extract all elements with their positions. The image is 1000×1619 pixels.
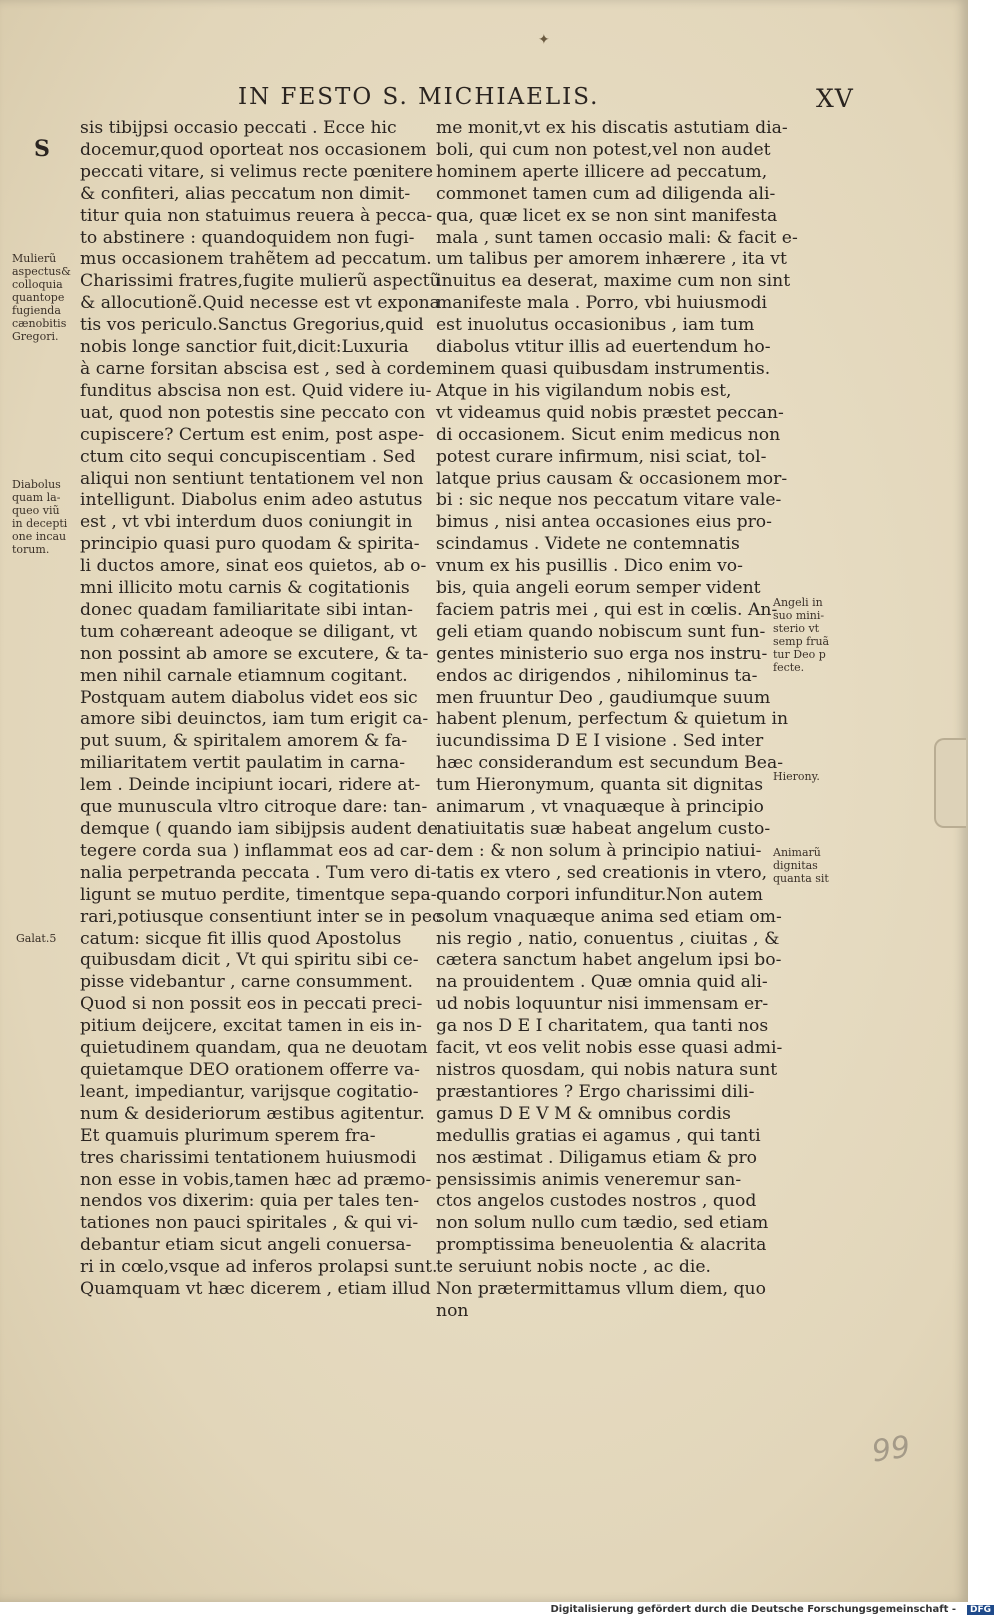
text-line: Atque in his vigilandum nobis est, <box>436 380 732 401</box>
marginal-line: one incau <box>12 530 67 543</box>
text-line: qua, quæ licet ex se non sint manifesta <box>436 205 778 226</box>
text-line: que munuscula vltro citroque dare: tan- <box>80 797 428 818</box>
text-line: hominem aperte illicere ad peccatum, <box>436 161 768 182</box>
text-line: tatis ex vtero , sed creationis in vtero, <box>436 862 768 883</box>
text-line: men fruuntur Deo , gaudiumque suum <box>436 687 771 708</box>
dfg-logo: DFG <box>967 1605 994 1615</box>
text-line: funditus abscisa non est. Quid videre iu- <box>80 380 432 401</box>
text-line: to abstinere : quandoquidem non fugi- <box>80 227 415 248</box>
text-line: miliaritatem vertit paulatim in carna- <box>80 753 406 774</box>
text-line: & allocutionẽ.Quid necesse est vt expona <box>80 293 440 314</box>
text-line: solum vnaquæque anima sed etiam om- <box>436 906 782 927</box>
marginal-line: queo viũ <box>12 504 60 517</box>
text-line: ga nos D E I charitatem, qua tanti nos <box>436 1016 769 1037</box>
text-line: tum Hieronymum, quanta sit dignitas <box>436 775 764 796</box>
marginal-line: sterio vt <box>773 622 820 635</box>
text-line: aliqui non sentiunt tentationem vel non <box>80 468 424 489</box>
text-line: ctum cito sequi concupiscentiam . Sed <box>80 446 416 467</box>
marginal-line: dignitas <box>773 859 818 872</box>
marginal-line: quam la- <box>12 491 61 504</box>
text-line: à carne forsitan abscisa est , sed à corde <box>80 358 436 379</box>
left-text-column <box>80 118 442 1301</box>
marginal-line: aspectus& <box>12 265 71 278</box>
text-line: bimus , nisi antea occasiones eius pro- <box>436 512 772 533</box>
text-line: nos æstimat . Diligamus etiam & pro <box>436 1147 758 1168</box>
folio-number: XV <box>816 84 854 113</box>
text-line: li ductos amore, sinat eos quietos, ab o- <box>80 556 427 577</box>
text-line: Charissimi fratres,fugite mulierũ aspectũ <box>80 271 441 292</box>
text-line: iucundissima D E I visione . Sed inter <box>436 731 764 752</box>
text-line: Non prætermittamus vllum diem, quo <box>436 1279 766 1300</box>
marginal-line: Animarũ <box>773 846 821 859</box>
marginal-line: suo mini- <box>773 609 825 622</box>
text-line: amore sibi deuinctos, iam tum erigit ca- <box>80 709 429 730</box>
text-line: Quod si non possit eos in peccati preci- <box>80 994 423 1015</box>
text-line: pisse videbantur , carne consumment. <box>80 972 413 993</box>
text-line: quando corpori infunditur.Non autem <box>436 884 763 905</box>
text-line: demque ( quando iam sibijpsis audent de <box>80 819 438 839</box>
text-line: ri in cœlo,vsque ad inferos prolapsi sunt. <box>80 1257 438 1278</box>
marginal-line: torum. <box>12 543 50 556</box>
text-line: principio quasi puro quodam & spirita- <box>80 534 420 555</box>
marginal-line: fecte. <box>773 661 805 674</box>
text-line: vt videamus quid nobis præstet peccan- <box>436 402 784 423</box>
text-line: gamus D E V M & omnibus cordis <box>436 1103 731 1124</box>
text-line: nobis longe sanctior fuit,dicit:Luxuria <box>80 337 409 358</box>
text-line: minem quasi quibusdam instrumentis. <box>436 358 771 379</box>
marginal-line: Galat.5 <box>16 932 57 945</box>
text-line: non <box>436 1300 469 1321</box>
digitization-footer <box>0 1602 1000 1619</box>
text-line: ud nobis loquuntur nisi immensam er- <box>436 994 769 1015</box>
text-line: cupiscere? Certum est enim, post aspe- <box>80 424 425 445</box>
text-line: pensissimis animis veneremur san- <box>436 1169 742 1190</box>
marginal-line: colloquia <box>12 278 63 291</box>
text-line: quibusdam dicit , Vt qui spiritu sibi ce- <box>80 950 419 971</box>
marginal-line: cænobitis <box>12 317 67 330</box>
text-line: di occasionem. Sicut enim medicus non <box>436 424 781 445</box>
text-line: facit, vt eos velit nobis esse quasi admi- <box>436 1038 783 1059</box>
text-line: promptissima beneuolentia & alacrita <box>436 1235 767 1256</box>
text-line: pitium deijcere, excitat tamen in eis in- <box>80 1016 422 1037</box>
text-line: donec quadam familiaritate sibi intan- <box>80 599 413 620</box>
text-line: bi : sic neque nos peccatum vitare vale- <box>436 490 782 511</box>
text-line: ctos angelos custodes nostros , quod <box>436 1191 757 1212</box>
text-line: non possint ab amore se excutere, & ta- <box>80 643 429 664</box>
text-line: geli etiam quando nobiscum sunt fun- <box>436 621 766 642</box>
text-line: Postquam autem diabolus videt eos sic <box>80 687 418 708</box>
text-line: catum: sicque fit illis quod Apostolus <box>80 928 402 949</box>
text-line: nendos vos dixerim: quia per tales ten- <box>80 1191 420 1212</box>
text-line: nis regio , natio, conuentus , ciuitas , & <box>436 928 780 949</box>
marginal-note-left-3 <box>16 932 56 945</box>
text-line: mus occasionem trahẽtem ad peccatum. <box>80 249 432 270</box>
text-line: intelligunt. Diabolus enim adeo astutus <box>80 490 423 511</box>
marginal-line: quantope <box>12 291 65 304</box>
text-line: titur quia non statuimus reuera à pecca- <box>80 205 433 226</box>
marginal-note-left-1 <box>12 252 71 343</box>
marginal-line: Angeli in <box>773 596 823 609</box>
text-line: non solum nullo cum tædio, sed etiam <box>436 1213 769 1234</box>
text-line: put suum, & spiritalem amorem & fa- <box>80 731 408 752</box>
text-line: scindamus . Videte ne contemnatis <box>436 534 740 555</box>
text-line: est , vt vbi interdum duos coniungit in <box>80 512 413 533</box>
text-line: latque prius causam & occasionem mor- <box>436 468 788 489</box>
marginal-note-right-3 <box>773 846 829 885</box>
running-head: IN FESTO S. MICHIAELIS. <box>238 84 600 110</box>
text-line: non esse in vobis,tamen hæc ad præmo- <box>80 1169 432 1190</box>
text-line: faciem patris mei , qui est in cœlis. An- <box>436 599 778 620</box>
text-line: te seruiunt nobis nocte , ac die. <box>436 1257 712 1278</box>
marginal-line: Gregori. <box>12 330 59 343</box>
text-line: & confiteri, alias peccatum non dimit- <box>80 183 411 204</box>
text-line: tis vos periculo.Sanctus Gregorius,quid <box>80 315 424 336</box>
text-line: endos ac dirigendos , nihilominus ta- <box>436 665 758 686</box>
text-line: mala , sunt tamen occasio mali: & facit e- <box>436 227 798 248</box>
text-line: tum cohæreant adeoque se diligant, vt <box>80 621 418 642</box>
text-line: gentes ministerio suo erga nos instru- <box>436 643 768 664</box>
marginal-line: Mulierũ <box>12 252 57 265</box>
text-line: nalia perpetranda peccata . Tum vero di- <box>80 862 437 883</box>
marginal-note-left-2 <box>12 478 67 556</box>
text-line: rari,potiusque consentiunt inter se in pec <box>80 906 442 927</box>
marginal-note-right-1 <box>773 596 829 674</box>
signature-mark: S <box>34 136 50 162</box>
marginal-line: quanta sit <box>773 872 829 885</box>
text-line: ligunt se mutuo perdite, timentque sepa- <box>80 884 437 905</box>
pencil-page-number: 99 <box>869 1429 913 1470</box>
text-line: peccati vitare, si velimus recte pœnitere <box>80 161 434 182</box>
text-line: natiuitatis suæ habeat angelum custo- <box>436 819 771 839</box>
text-line: commonet tamen cum ad diligenda ali- <box>436 183 776 204</box>
text-line: medullis gratias ei agamus , qui tanti <box>436 1125 761 1146</box>
text-line: nistros quosdam, qui nobis natura sunt <box>436 1059 778 1080</box>
text-line: men nihil carnale etiamnum cogitant. <box>80 665 408 686</box>
footer-credit: Digitalisierung gefördert durch die Deutsche Forschungsgemeinschaft - <box>550 1604 956 1615</box>
text-line: Quamquam vt hæc dicerem , etiam illud <box>80 1279 431 1300</box>
text-line: animarum , vt vnaquæque à principio <box>436 797 764 818</box>
text-line: diabolus vtitur illis ad euertendum ho- <box>436 337 771 358</box>
marginal-line: tur Deo p <box>773 648 826 661</box>
text-line: vnum ex his pusillis . Dico enim vo- <box>436 556 743 577</box>
text-line: potest curare infirmum, nisi sciat, tol- <box>436 446 767 467</box>
text-line: na prouidentem . Quæ omnia quid ali- <box>436 972 768 993</box>
marginal-line: Hierony. <box>773 770 820 783</box>
text-line: um talibus per amorem inhærere , ita vt <box>436 249 787 270</box>
text-line: me monit,vt ex his discatis astutiam dia- <box>436 118 788 138</box>
marginal-line: in decepti <box>12 517 68 530</box>
text-line: lem . Deinde incipiunt iocari, ridere at- <box>80 775 421 796</box>
text-line: est inuolutus occasionibus , iam tum <box>436 315 755 336</box>
text-line: boli, qui cum non potest,vel non audet <box>436 139 771 160</box>
text-line: quietamque DEO orationem offerre va- <box>80 1059 420 1080</box>
text-line: tegere corda sua ) inflammat eos ad car- <box>80 840 434 861</box>
text-line: præstantiores ? Ergo charissimi dili- <box>436 1081 755 1102</box>
marginal-line: Diabolus <box>12 478 61 491</box>
marginal-line: semp fruã <box>773 635 830 648</box>
text-line: debantur etiam sicut angeli conuersa- <box>80 1235 412 1256</box>
page-tab <box>934 738 966 828</box>
marginal-line: fugienda <box>12 304 61 317</box>
text-line: hæc considerandum est secundum Bea- <box>436 753 784 774</box>
text-line: tres charissimi tentationem huiusmodi <box>80 1147 417 1168</box>
text-line: num & desideriorum æstibus agitentur. <box>80 1103 425 1124</box>
text-line: dem : & non solum à principio natiui- <box>436 840 762 861</box>
marginal-note-right-2 <box>773 770 820 783</box>
text-line: mni illicito motu carnis & cogitationis <box>80 578 410 599</box>
text-line: uat, quod non potestis sine peccato con <box>80 402 426 423</box>
text-line: docemur,quod oporteat nos occasionem <box>80 139 427 160</box>
text-line: quietudinem quandam, qua ne deuotam <box>80 1038 428 1059</box>
text-line: habent plenum, perfectum & quietum in <box>436 709 789 730</box>
text-line: leant, impediantur, varijsque cogitatio- <box>80 1081 419 1102</box>
text-line: Et quamuis plurimum sperem fra- <box>80 1125 376 1146</box>
text-line: manifeste mala . Porro, vbi huiusmodi <box>436 293 767 314</box>
text-line: sis tibijpsi occasio peccati . Ecce hic <box>80 118 397 138</box>
text-line: cætera sanctum habet angelum ipsi bo- <box>436 950 782 971</box>
text-line: inuitus ea deserat, maxime cum non sint <box>436 271 791 292</box>
text-line: tationes non pauci spiritales , & qui vi- <box>80 1213 419 1234</box>
text-line: bis, quia angeli eorum semper vident <box>436 578 761 599</box>
head-ornament: ✦ <box>538 32 550 48</box>
